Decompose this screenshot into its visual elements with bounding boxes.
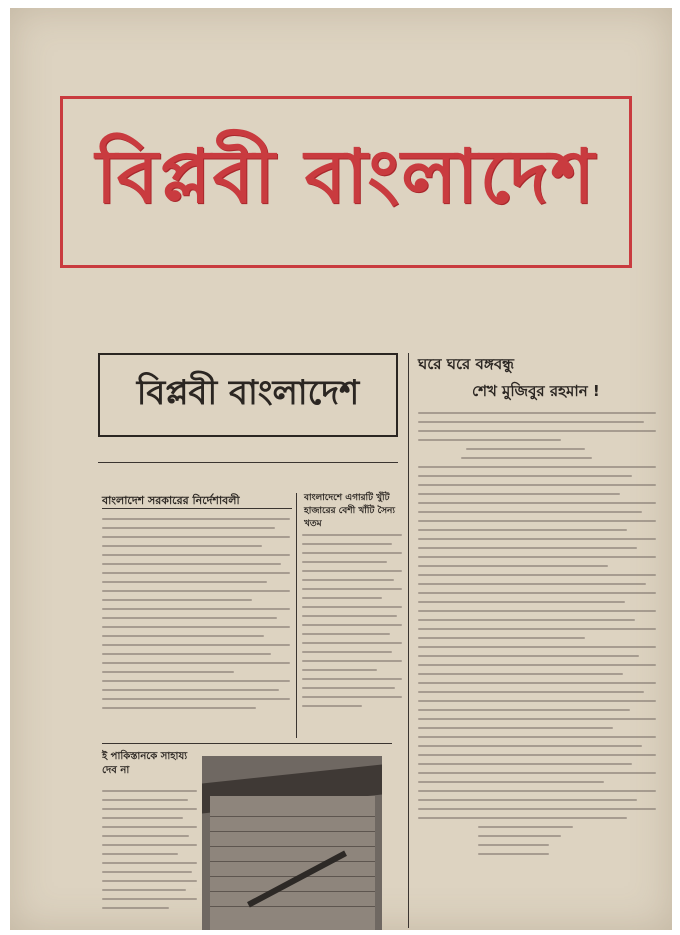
middle-article-body <box>302 534 402 734</box>
left-headline: বাংলাদেশ সরকারের নির্দেশাবলী <box>102 494 240 507</box>
left-article-body <box>102 518 290 738</box>
main-headline: ঘরে ঘরে বঙ্গবন্ধু <box>418 355 515 373</box>
column-rule <box>102 743 392 744</box>
column-divider <box>296 493 297 738</box>
column-divider <box>408 353 409 928</box>
bottom-left-article-body <box>102 790 197 928</box>
masthead-box <box>60 96 632 268</box>
bottom-left-headline: ই পাকিস্তানকে সাহায্য দেব না <box>102 751 188 776</box>
inner-masthead-title: বিপ্লবী বাংলাদেশ <box>136 372 360 413</box>
main-headline-sub: শেখ মুজিবুর রহমান ! <box>472 382 600 400</box>
column-rule <box>102 508 292 509</box>
newspaper-page <box>10 8 672 930</box>
masthead-title: বিপ্লবী বাংলাদেশ <box>95 133 597 220</box>
dateline <box>98 444 398 463</box>
news-photo <box>202 756 382 930</box>
main-article-body <box>418 412 656 927</box>
middle-headline: বাংলাদেশে এগারটি খুঁটি হাজারের বেশী খাঁটি সৈন্য খতম <box>304 493 396 529</box>
inner-masthead-box <box>98 353 398 437</box>
